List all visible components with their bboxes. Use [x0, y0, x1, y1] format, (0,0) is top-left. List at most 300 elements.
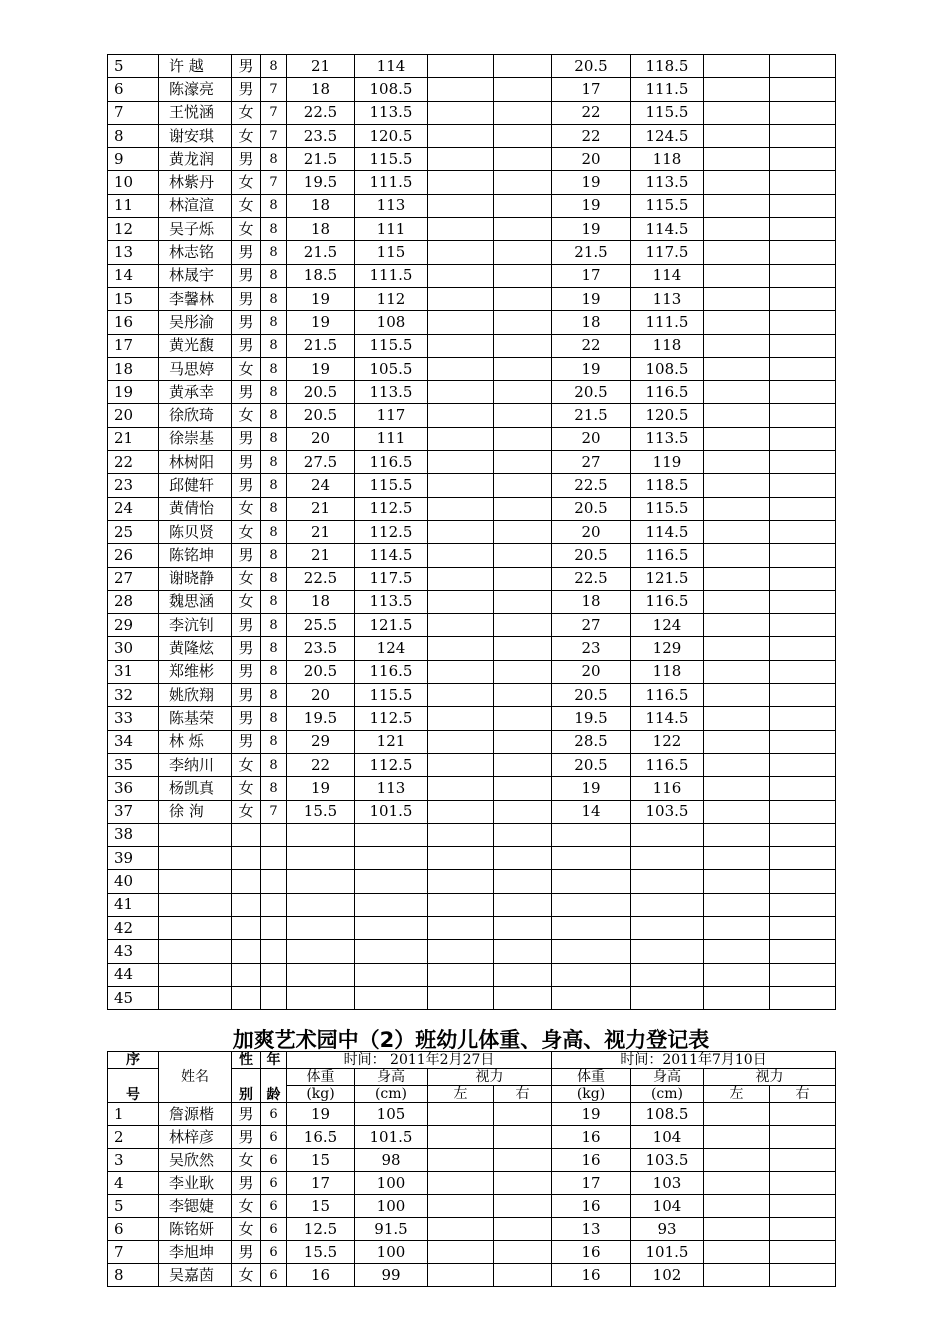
- height1-cell: 100: [355, 1241, 428, 1264]
- weight1-cell: 24: [287, 474, 355, 497]
- sex-cell: 女: [232, 590, 261, 613]
- vision2-right-cell: [770, 357, 836, 380]
- sex-cell: 男: [232, 334, 261, 357]
- seq-cell: 14: [108, 264, 159, 287]
- vision1-right-cell: [494, 800, 552, 823]
- vision1-right-cell: [494, 567, 552, 590]
- weight1-cell: 25.5: [287, 614, 355, 637]
- age-cell: 8: [261, 590, 287, 613]
- seq-cell: 25: [108, 520, 159, 543]
- vision2-right-cell: [770, 311, 836, 334]
- height1-cell: 112.5: [355, 753, 428, 776]
- vision2-left-cell: [704, 334, 770, 357]
- height1-cell: 111: [355, 218, 428, 241]
- sex-cell: [232, 893, 261, 916]
- height2-cell: [631, 986, 704, 1009]
- sex-cell: 女: [232, 404, 261, 427]
- age-cell: [261, 847, 287, 870]
- vision1-left-cell: [428, 404, 494, 427]
- sex-cell: [232, 916, 261, 939]
- weight1-cell: 20: [287, 684, 355, 707]
- height1-cell: 124: [355, 637, 428, 660]
- height1-cell: [355, 823, 428, 846]
- age-cell: 8: [261, 427, 287, 450]
- vision1-left-cell: [428, 730, 494, 753]
- vision2-right-cell: [770, 684, 836, 707]
- vision2-right-cell: [770, 404, 836, 427]
- vision1-left-cell: [428, 660, 494, 683]
- vision2-right-cell: [770, 381, 836, 404]
- table-row: [108, 823, 836, 846]
- vision1-left-cell: [428, 451, 494, 474]
- name-cell: 李沆钊: [159, 614, 232, 637]
- age-cell: 8: [261, 497, 287, 520]
- table-row: [108, 311, 836, 334]
- table-row: [108, 1195, 836, 1218]
- table-row: [108, 451, 836, 474]
- height1-cell: 112.5: [355, 707, 428, 730]
- table-row: [108, 218, 836, 241]
- height1-cell: [355, 893, 428, 916]
- table-row: [108, 427, 836, 450]
- vision2-left-cell: [704, 753, 770, 776]
- sex-header-top: 性: [232, 1052, 261, 1069]
- age-cell: 8: [261, 614, 287, 637]
- sex-cell: 女: [232, 520, 261, 543]
- age-cell: 6: [261, 1195, 287, 1218]
- weight2-cell: 19: [552, 357, 631, 380]
- weight1-cell: 22: [287, 753, 355, 776]
- vision2-right-cell: [770, 614, 836, 637]
- table-row: [108, 1264, 836, 1287]
- weight1-cell: 18.5: [287, 264, 355, 287]
- sex-cell: 女: [232, 218, 261, 241]
- weight1-cell: [287, 847, 355, 870]
- sex-cell: 女: [232, 497, 261, 520]
- height1-cell: 113.5: [355, 381, 428, 404]
- age-cell: 8: [261, 707, 287, 730]
- vision2-right-header: 右: [770, 1086, 836, 1103]
- weight2-cell: 19: [552, 287, 631, 310]
- height1-cell: 115.5: [355, 148, 428, 171]
- age-cell: [261, 940, 287, 963]
- height2-cell: 115.5: [631, 101, 704, 124]
- vision1-right-cell: [494, 474, 552, 497]
- seq-cell: 34: [108, 730, 159, 753]
- vision1-left-cell: [428, 1172, 494, 1195]
- vision1-left-header: 左: [428, 1086, 494, 1103]
- age-cell: 7: [261, 78, 287, 101]
- weight1-cell: 20.5: [287, 404, 355, 427]
- vision2-left-cell: [704, 707, 770, 730]
- registration-table: [107, 1051, 836, 1287]
- seq-cell: 5: [108, 55, 159, 78]
- seq-cell: 37: [108, 800, 159, 823]
- seq-cell: 3: [108, 1149, 159, 1172]
- height2-cell: [631, 940, 704, 963]
- vision1-left-cell: [428, 381, 494, 404]
- weight1-cell: 20: [287, 427, 355, 450]
- age-cell: 8: [261, 241, 287, 264]
- height2-cell: 103: [631, 1172, 704, 1195]
- weight2-cell: 16: [552, 1264, 631, 1287]
- age-cell: 8: [261, 55, 287, 78]
- age-cell: 8: [261, 357, 287, 380]
- registration-table-continued: [107, 54, 836, 1010]
- weight1-cell: 16: [287, 1264, 355, 1287]
- table-row: [108, 590, 836, 613]
- weight1-cell: 19: [287, 287, 355, 310]
- sex-cell: 女: [232, 1149, 261, 1172]
- vision2-right-cell: [770, 823, 836, 846]
- weight2-cell: 16: [552, 1126, 631, 1149]
- seq-cell: 39: [108, 847, 159, 870]
- seq-cell: 13: [108, 241, 159, 264]
- sex-cell: 男: [232, 55, 261, 78]
- height2-cell: 103.5: [631, 800, 704, 823]
- vision2-right-cell: [770, 777, 836, 800]
- age-cell: 8: [261, 451, 287, 474]
- vision1-left-cell: [428, 590, 494, 613]
- table-row: [108, 148, 836, 171]
- name-cell: 徐欣琦: [159, 404, 232, 427]
- height1-cell: 116.5: [355, 660, 428, 683]
- vision2-right-cell: [770, 800, 836, 823]
- weight2-cell: 19: [552, 171, 631, 194]
- height1-cell: 114.5: [355, 544, 428, 567]
- vision2-right-cell: [770, 194, 836, 217]
- seq-cell: 8: [108, 124, 159, 147]
- age-cell: 8: [261, 311, 287, 334]
- seq-header-top: 序: [108, 1052, 159, 1069]
- vision1-right-cell: [494, 194, 552, 217]
- table-row: [108, 381, 836, 404]
- weight1-cell: 22.5: [287, 101, 355, 124]
- sex-cell: 女: [232, 101, 261, 124]
- weight2-cell: 18: [552, 590, 631, 613]
- vision2-left-cell: [704, 730, 770, 753]
- weight2-cell: 21.5: [552, 241, 631, 264]
- vision2-left-cell: [704, 1241, 770, 1264]
- table-row: [108, 893, 836, 916]
- height2-cell: 116: [631, 777, 704, 800]
- age-cell: 7: [261, 800, 287, 823]
- vision2-left-cell: [704, 101, 770, 124]
- seq-cell: 23: [108, 474, 159, 497]
- table-row: [108, 1172, 836, 1195]
- weight2-cell: 22: [552, 334, 631, 357]
- height2-cell: 121.5: [631, 567, 704, 590]
- weight2-cell: 22: [552, 124, 631, 147]
- sex-cell: 男: [232, 474, 261, 497]
- table-row: [108, 264, 836, 287]
- age-cell: 8: [261, 287, 287, 310]
- vision1-right-cell: [494, 660, 552, 683]
- vision1-right-cell: [494, 847, 552, 870]
- vision2-right-cell: [770, 940, 836, 963]
- height1-cell: [355, 847, 428, 870]
- weight1-cell: 15.5: [287, 1241, 355, 1264]
- height2-cell: 113: [631, 287, 704, 310]
- vision2-right-cell: [770, 567, 836, 590]
- height2-cell: 104: [631, 1195, 704, 1218]
- vision2-right-cell: [770, 1149, 836, 1172]
- height1-cell: 113: [355, 194, 428, 217]
- vision2-left-cell: [704, 637, 770, 660]
- vision2-right-cell: [770, 124, 836, 147]
- vision1-right-cell: [494, 916, 552, 939]
- vision1-right-cell: [494, 451, 552, 474]
- seq-cell: 7: [108, 101, 159, 124]
- seq-cell: 40: [108, 870, 159, 893]
- vision2-left-cell: [704, 171, 770, 194]
- weight2-cell: 21.5: [552, 404, 631, 427]
- vision1-left-cell: [428, 357, 494, 380]
- vision1-left-cell: [428, 264, 494, 287]
- name-cell: 陈贝贤: [159, 520, 232, 543]
- weight1-cell: 15.5: [287, 800, 355, 823]
- height2-cell: 118: [631, 148, 704, 171]
- height2-cell: 116.5: [631, 753, 704, 776]
- sex-cell: [232, 823, 261, 846]
- weight1-cell: 18: [287, 218, 355, 241]
- height2-cell: 111.5: [631, 78, 704, 101]
- weight2-cell: 20: [552, 660, 631, 683]
- vision1-right-cell: [494, 893, 552, 916]
- seq-cell: 17: [108, 334, 159, 357]
- name-cell: [159, 986, 232, 1009]
- age-cell: 8: [261, 544, 287, 567]
- height1-cell: 100: [355, 1172, 428, 1195]
- vision2-right-cell: [770, 218, 836, 241]
- weight2-cell: 28.5: [552, 730, 631, 753]
- name-header: 姓名: [159, 1052, 232, 1103]
- height1-cell: 115.5: [355, 474, 428, 497]
- name-cell: 詹源楷: [159, 1103, 232, 1126]
- vision1-left-cell: [428, 55, 494, 78]
- weight2-cell: [552, 893, 631, 916]
- vision1-left-cell: [428, 637, 494, 660]
- weight2-cell: 17: [552, 78, 631, 101]
- table-row: [108, 124, 836, 147]
- weight1-cell: [287, 870, 355, 893]
- vision1-right-cell: [494, 1126, 552, 1149]
- vision1-left-cell: [428, 311, 494, 334]
- height2-cell: 122: [631, 730, 704, 753]
- height1-cell: [355, 940, 428, 963]
- name-cell: 李锶婕: [159, 1195, 232, 1218]
- seq-cell: 5: [108, 1195, 159, 1218]
- vision2-left-cell: [704, 404, 770, 427]
- table-row: [108, 287, 836, 310]
- vision2-right-cell: [770, 1264, 836, 1287]
- vision1-right-cell: [494, 218, 552, 241]
- seq-header-bottom: 号: [108, 1069, 159, 1103]
- vision1-right-cell: [494, 777, 552, 800]
- height2-cell: [631, 893, 704, 916]
- vision2-header: 视力: [704, 1069, 836, 1086]
- seq-cell: 28: [108, 590, 159, 613]
- seq-cell: 27: [108, 567, 159, 590]
- weight2-cell: 22: [552, 101, 631, 124]
- vision2-left-cell: [704, 497, 770, 520]
- height2-cell: 116.5: [631, 684, 704, 707]
- seq-cell: 32: [108, 684, 159, 707]
- sex-cell: 男: [232, 684, 261, 707]
- name-cell: [159, 847, 232, 870]
- name-cell: 邱健轩: [159, 474, 232, 497]
- weight2-cell: [552, 940, 631, 963]
- vision1-right-cell: [494, 497, 552, 520]
- vision1-left-cell: [428, 101, 494, 124]
- weight1-cell: 19: [287, 777, 355, 800]
- seq-cell: 45: [108, 986, 159, 1009]
- seq-cell: 6: [108, 78, 159, 101]
- vision1-right-cell: [494, 1241, 552, 1264]
- height2-cell: [631, 870, 704, 893]
- age-cell: 8: [261, 264, 287, 287]
- height2-cell: 103.5: [631, 1149, 704, 1172]
- vision2-left-cell: [704, 78, 770, 101]
- age-cell: 8: [261, 637, 287, 660]
- vision1-left-cell: [428, 124, 494, 147]
- vision1-left-cell: [428, 614, 494, 637]
- weight2-cell: 19: [552, 194, 631, 217]
- vision2-left-cell: [704, 1126, 770, 1149]
- table-row: [108, 1241, 836, 1264]
- vision2-left-cell: [704, 264, 770, 287]
- sex-cell: 男: [232, 241, 261, 264]
- vision2-left-cell: [704, 777, 770, 800]
- weight2-cell: 20: [552, 148, 631, 171]
- vision1-left-cell: [428, 241, 494, 264]
- vision1-left-cell: [428, 684, 494, 707]
- height2-cell: 116.5: [631, 590, 704, 613]
- vision1-right-cell: [494, 427, 552, 450]
- seq-cell: 19: [108, 381, 159, 404]
- height1-cell: 120.5: [355, 124, 428, 147]
- weight2-cell: 20.5: [552, 544, 631, 567]
- weight1-unit: (kg): [287, 1086, 355, 1103]
- vision2-right-cell: [770, 497, 836, 520]
- weight2-cell: 27: [552, 451, 631, 474]
- vision1-left-cell: [428, 474, 494, 497]
- name-cell: 林 烁: [159, 730, 232, 753]
- table-row: [108, 520, 836, 543]
- height2-cell: 116.5: [631, 381, 704, 404]
- vision2-left-cell: [704, 520, 770, 543]
- height2-cell: 116.5: [631, 544, 704, 567]
- height1-cell: 112.5: [355, 520, 428, 543]
- height1-cell: 99: [355, 1264, 428, 1287]
- weight2-cell: [552, 847, 631, 870]
- sex-cell: 女: [232, 1264, 261, 1287]
- seq-cell: 35: [108, 753, 159, 776]
- table-body: [108, 1103, 836, 1287]
- vision2-right-cell: [770, 474, 836, 497]
- vision1-left-cell: [428, 567, 494, 590]
- name-cell: 黄隆炫: [159, 637, 232, 660]
- vision2-left-cell: [704, 218, 770, 241]
- height2-cell: 104: [631, 1126, 704, 1149]
- height2-cell: 115.5: [631, 194, 704, 217]
- height1-cell: 113.5: [355, 101, 428, 124]
- vision2-left-cell: [704, 124, 770, 147]
- sex-cell: 男: [232, 311, 261, 334]
- vision2-right-cell: [770, 171, 836, 194]
- age-cell: 8: [261, 334, 287, 357]
- age-cell: [261, 986, 287, 1009]
- vision2-left-cell: [704, 684, 770, 707]
- vision2-right-cell: [770, 660, 836, 683]
- vision2-right-cell: [770, 427, 836, 450]
- vision1-right-cell: [494, 753, 552, 776]
- weight2-unit: (kg): [552, 1086, 631, 1103]
- age-cell: [261, 823, 287, 846]
- table-body: [108, 55, 836, 1010]
- table-row: [108, 474, 836, 497]
- vision1-right-cell: [494, 1149, 552, 1172]
- seq-cell: 8: [108, 1264, 159, 1287]
- name-cell: 徐崇基: [159, 427, 232, 450]
- weight2-cell: 19: [552, 777, 631, 800]
- vision1-left-cell: [428, 777, 494, 800]
- vision2-right-cell: [770, 1103, 836, 1126]
- name-cell: 林渲渲: [159, 194, 232, 217]
- weight1-cell: [287, 963, 355, 986]
- vision1-left-cell: [428, 1126, 494, 1149]
- weight1-cell: 19: [287, 311, 355, 334]
- height2-cell: 118: [631, 660, 704, 683]
- name-cell: 徐 洵: [159, 800, 232, 823]
- name-cell: [159, 916, 232, 939]
- weight2-cell: 16: [552, 1149, 631, 1172]
- height2-cell: 115.5: [631, 497, 704, 520]
- vision1-right-cell: [494, 520, 552, 543]
- age-header-bottom: 龄: [261, 1069, 287, 1103]
- sex-cell: 女: [232, 124, 261, 147]
- vision2-right-cell: [770, 730, 836, 753]
- vision1-right-cell: [494, 287, 552, 310]
- height1-unit: (cm): [355, 1086, 428, 1103]
- table-row: [108, 1149, 836, 1172]
- table-row: [108, 101, 836, 124]
- vision1-right-cell: [494, 101, 552, 124]
- height2-cell: 114.5: [631, 520, 704, 543]
- height2-header: 身高: [631, 1069, 704, 1086]
- vision1-right-cell: [494, 124, 552, 147]
- sex-cell: 女: [232, 357, 261, 380]
- sex-cell: 女: [232, 1218, 261, 1241]
- name-cell: 李旭坤: [159, 1241, 232, 1264]
- vision1-right-cell: [494, 381, 552, 404]
- weight2-cell: 19: [552, 1103, 631, 1126]
- height2-cell: 119: [631, 451, 704, 474]
- vision2-right-cell: [770, 753, 836, 776]
- height1-cell: 105: [355, 1103, 428, 1126]
- vision1-right-cell: [494, 707, 552, 730]
- name-cell: [159, 893, 232, 916]
- vision1-left-cell: [428, 1241, 494, 1264]
- name-cell: [159, 823, 232, 846]
- vision2-left-cell: [704, 660, 770, 683]
- vision1-right-cell: [494, 637, 552, 660]
- vision1-right-cell: [494, 1264, 552, 1287]
- age-cell: [261, 916, 287, 939]
- vision2-left-cell: [704, 1172, 770, 1195]
- seq-cell: 1: [108, 1103, 159, 1126]
- weight1-cell: [287, 986, 355, 1009]
